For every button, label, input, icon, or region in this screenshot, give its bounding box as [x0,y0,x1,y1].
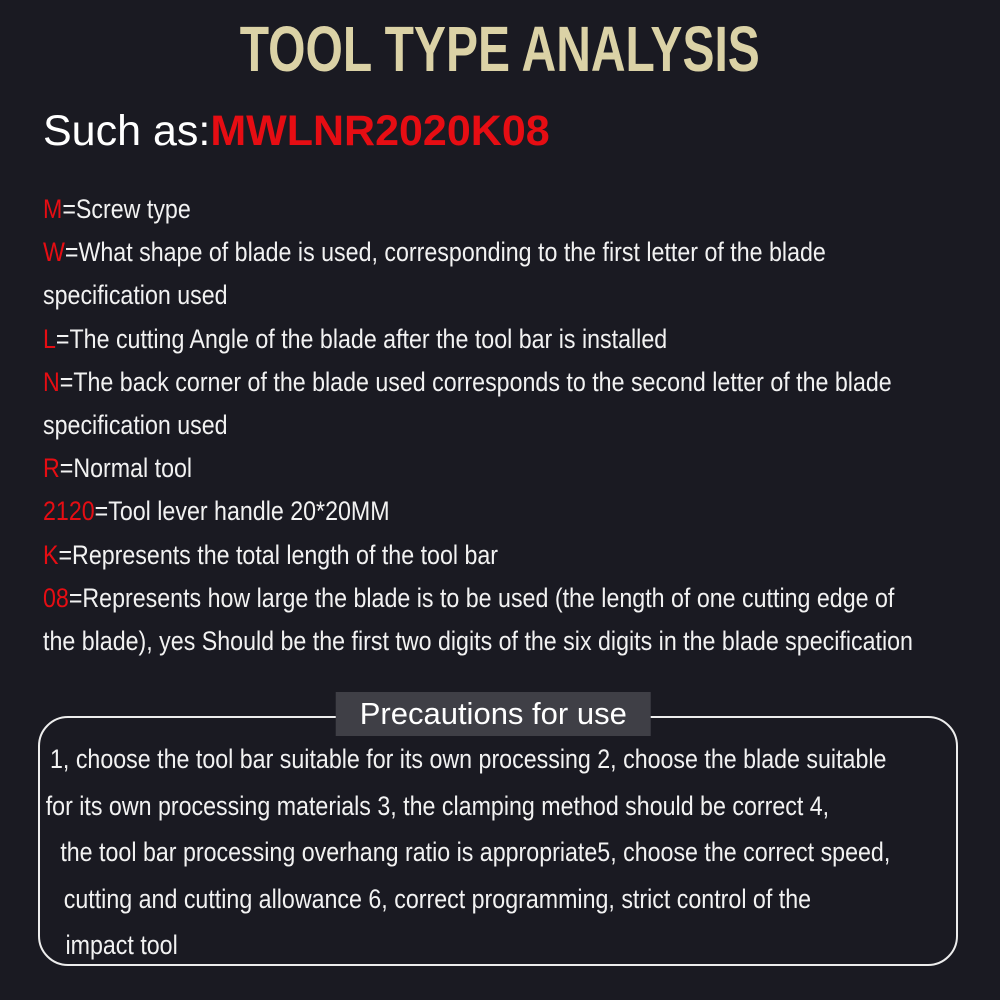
example-label: Such as: [43,107,211,155]
precaution-line: for its own processing materials 3, the clamping method should be correct 4, [45,790,830,821]
page-title-banner [0,12,1000,87]
spec-list [43,188,1000,663]
spec-code-letter: L [43,323,56,354]
spec-line [43,534,1000,577]
example-tool-code: MWLNR2020K08 [210,107,550,155]
precautions-box [38,696,958,966]
example-line [43,103,550,169]
spec-line [43,274,1000,317]
precaution-line: impact tool [65,930,178,960]
spec-code-letter: 08 [43,582,69,613]
spec-line [43,490,1000,533]
spec-code-letter: M [43,194,63,224]
precaution-line: cutting and cutting allowance 6, correct programming, strict control of the [63,883,812,914]
precaution-line: 1, choose the tool bar suitable for its own processing 2, choose the blade suitable [50,744,887,774]
spec-line [43,318,1000,361]
spec-line [43,447,1000,490]
spec-line-text: =Tool lever handle 20*20MM [94,496,390,527]
spec-line-text: =The cutting Angle of the blade after the tool bar is installed [55,323,668,354]
page-title: TOOL TYPE ANALYSIS [239,13,761,85]
spec-line [43,620,1000,663]
precautions-text [45,736,970,969]
spec-line-text: =Screw type [62,194,191,224]
spec-line [43,188,1000,231]
spec-code-letter: N [43,366,60,397]
spec-line-text: =The back corner of the blade used corresponds to the second letter of the blade [59,366,892,397]
precautions-heading: Precautions for use [336,692,651,736]
spec-line-text: =Normal tool [59,453,193,484]
spec-line [43,361,1000,404]
spec-code-letter: 2120 [43,496,95,527]
spec-line-text: =What shape of blade is used, corresponding to the first letter of the blade [64,237,826,268]
spec-line-text: specification used [43,410,228,441]
spec-line-text: =Represents the total length of the tool bar [58,539,499,570]
spec-line-text: the blade), yes Should be the first two digits of the six digits in the blade specification [43,626,913,657]
spec-code-letter: W [43,237,65,268]
spec-line-text: =Represents how large the blade is to be used (the length of one cutting edge of [68,582,895,613]
spec-line [43,404,1000,447]
spec-code-letter: K [43,539,59,570]
spec-line [43,577,1000,620]
spec-code-letter: R [43,453,60,484]
spec-line-text: specification used [43,280,228,311]
spec-line [43,231,1000,274]
precaution-line: the tool bar processing overhang ratio is appropriate5, choose the correct speed, [60,837,891,867]
